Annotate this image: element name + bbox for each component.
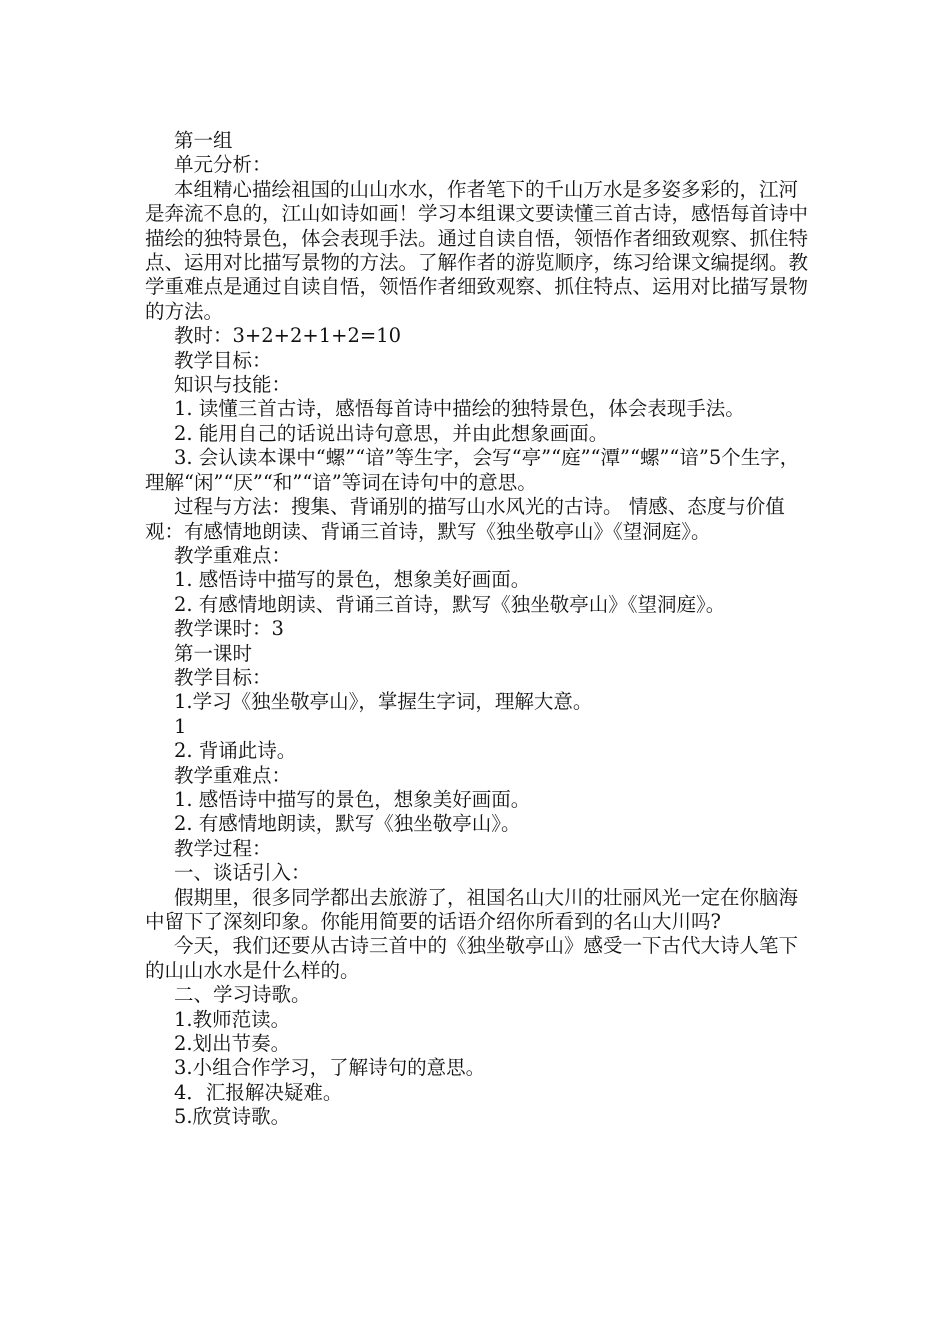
heading-key-points: 教学重难点： bbox=[174, 543, 292, 567]
list-item-lesson-key-point-1: 1. 感悟诗中描写的景色，想象美好画面。 bbox=[174, 787, 531, 811]
list-item-step-3: 3.小组合作学习，了解诗句的意思。 bbox=[174, 1056, 486, 1080]
list-item-key-point-1: 1. 感悟诗中描写的景色，想象美好画面。 bbox=[174, 568, 531, 592]
heading-lesson-key-points: 教学重难点： bbox=[174, 763, 292, 787]
heading-group-one: 第一组 bbox=[174, 129, 233, 152]
list-item-step-5: 5.欣赏诗歌。 bbox=[174, 1105, 291, 1129]
heading-first-lesson: 第一课时 bbox=[174, 641, 253, 665]
paragraph-unit-analysis: 本组精心描绘祖国的山山水水，作者笔下的千山万水是多姿多彩的，江河是奔流不息的，江山如诗如画！学习本组课文要读懂三首古诗，感悟每首诗中描绘的独特景色，体会表现手法。通过自读自悟，领悟作者细致观察、抓住特点、运用对比描写景物的方法。了解作者的游览顺序，练习给课文编提纲。教学重难点是通过自读自悟，领悟作者细致观察、抓住特点、运用对比描写景物的方法。 bbox=[145, 177, 809, 323]
heading-unit-analysis: 单元分析： bbox=[174, 153, 272, 177]
paragraph-introduction-2: 今天，我们还要从古诗三首中的《独坐敬亭山》感受一下古代大诗人笔下的山山水水是什么样的。 bbox=[145, 934, 799, 982]
list-item-goal-3: 3. 会认读本课中“螺”“谙”等生字，会写“亭”“庭”“潭”“螺”“谙”5个生字，理解“闲”“厌”“和”“谙”等词在诗句中的意思。 bbox=[145, 446, 800, 494]
list-item-goal-1: 1. 读懂三首古诗，感悟每首诗中描绘的独特景色，体会表现手法。 bbox=[174, 397, 745, 421]
heading-knowledge-skills: 知识与技能： bbox=[174, 373, 292, 397]
list-item-lesson-key-point-2: 2. 有感情地朗读，默写《独坐敬亭山》。 bbox=[174, 812, 521, 836]
list-item-key-point-2: 2. 有感情地朗读、背诵三首诗，默写《独坐敬亭山》《望洞庭》。 bbox=[174, 592, 726, 616]
list-item-lesson-goal-2: 2. 背诵此诗。 bbox=[174, 739, 297, 763]
paragraph-introduction-1: 假期里，很多同学都出去旅游了，祖国名山大川的壮丽风光一定在你脑海中留下了深刻印象。你能用简要的话语介绍你所看到的名山大川吗? bbox=[145, 885, 799, 933]
heading-teaching-goals: 教学目标： bbox=[174, 348, 272, 372]
document-body bbox=[145, 129, 815, 1130]
page-number: 1 bbox=[174, 714, 187, 738]
paragraph-lesson-hours: 教时：3+2+2+1+2=10 bbox=[174, 324, 402, 348]
list-item-step-4: 4．汇报解决疑难。 bbox=[174, 1080, 343, 1104]
list-item-step-2: 2.划出节奏。 bbox=[174, 1032, 291, 1056]
paragraph-process-methods: 过程与方法：搜集、背诵别的描写山水风光的古诗。 情感、态度与价值观：有感情地朗读、背诵三首诗，默写《独坐敬亭山》《望洞庭》。 bbox=[145, 495, 785, 543]
heading-introduction: 一、谈话引入： bbox=[174, 861, 311, 885]
list-item-goal-2: 2. 能用自己的话说出诗句意思，并由此想象画面。 bbox=[174, 421, 609, 445]
list-item-lesson-goal-1: 1.学习《独坐敬亭山》，掌握生字词，理解大意。 bbox=[174, 690, 593, 714]
heading-teaching-process: 教学过程： bbox=[174, 836, 272, 860]
heading-study-poem: 二、学习诗歌。 bbox=[174, 983, 311, 1007]
heading-lesson-goals: 教学目标： bbox=[174, 665, 272, 689]
list-item-step-1: 1.教师范读。 bbox=[174, 1007, 291, 1031]
paragraph-lesson-count: 教学课时：3 bbox=[174, 617, 284, 641]
